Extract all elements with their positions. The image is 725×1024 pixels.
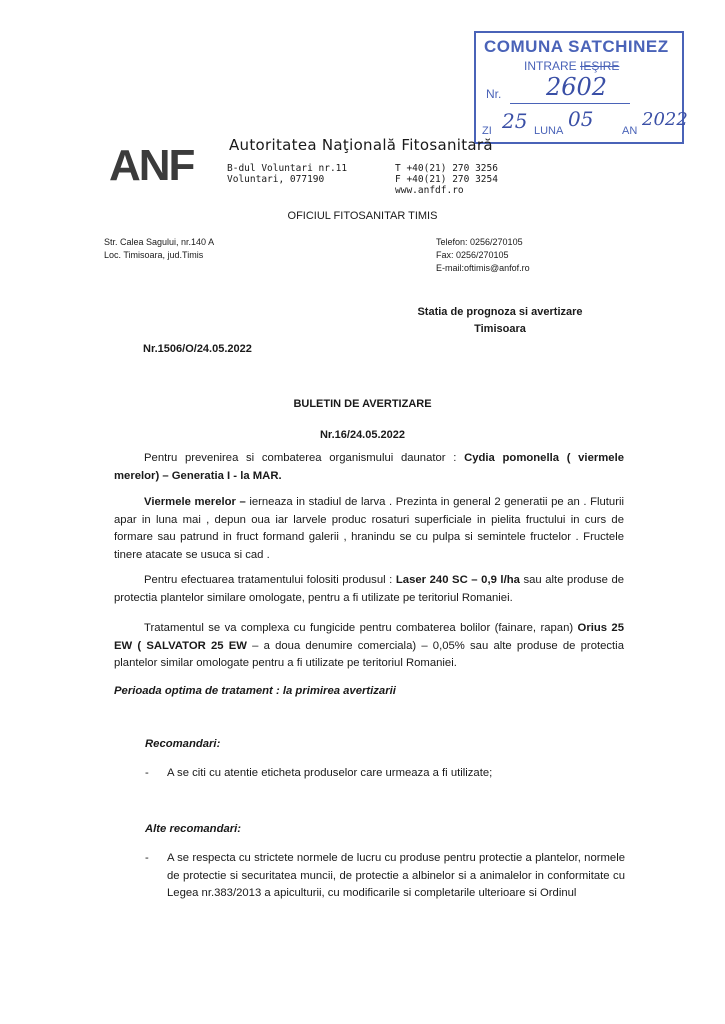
paragraph-treatment <box>114 572 624 607</box>
office-city: Loc. Timisoara, jud.Timis <box>104 250 204 260</box>
p1-text: Pentru prevenirea si combaterea organismului daunator : <box>144 452 465 464</box>
document-number: Nr.1506/O/24.05.2022 <box>143 343 252 355</box>
station-line-2: Timisoara <box>474 323 526 335</box>
station-line-1: Statia de prognoza si avertizare <box>417 306 583 318</box>
recomandari-item <box>145 765 625 783</box>
p2-bold: Viermele merelor – <box>144 496 246 508</box>
office-contact <box>436 236 530 275</box>
recomandari-title: Recomandari: <box>145 738 221 750</box>
stamp-intrare: INTRARE <box>524 59 577 73</box>
agency-contact <box>395 163 498 196</box>
alte-title: Alte recomandari: <box>145 823 242 835</box>
stamp-iesire: IEŞIRE <box>580 59 620 73</box>
stamp-direction <box>524 59 619 73</box>
paragraph-description <box>114 494 624 564</box>
bulletin-title: BULETIN DE AVERTIZARE <box>293 398 432 410</box>
agency-address <box>227 163 347 185</box>
stamp-nr-label: Nr. <box>486 87 502 101</box>
p3-pre: Pentru efectuarea tratamentului folositi produsul : <box>144 574 396 586</box>
p4-pre: Tratamentul se va complexa cu fungicide pentru combaterea bolilor (fainare, rapan) <box>144 622 578 634</box>
bulletin-number: Nr.16/24.05.2022 <box>319 429 406 441</box>
recomandari-item-text: A se citi cu atentie eticheta produselor care urmeaza a fi utilizate; <box>167 767 493 779</box>
anf-logo <box>109 140 204 188</box>
stamp-luna-label: LUNA <box>534 125 564 137</box>
bullet-dash: - <box>145 852 149 864</box>
stamp-an-value: 2022 <box>642 109 688 130</box>
paragraph-fungicide <box>114 620 624 673</box>
stamp-nr-underline <box>510 103 630 104</box>
station-title <box>380 304 620 338</box>
office-title: OFICIUL FITOSANITAR TIMIS <box>287 210 438 222</box>
stamp-luna-value: 05 <box>568 107 594 131</box>
alte-item-text: A se respecta cu strictete normele de lucru cu produse pentru protectie a plantelor, normele de protectie si securitatea muncii, de protectie a albinelor si a animalelor in conformitate cu Legea nr.383/2013 a apiculturii, cu modificarile si completarile ulterioare si Ordinul <box>167 852 625 900</box>
office-telefon: Telefon: 0256/270105 <box>436 237 523 247</box>
paragraph-organism <box>114 450 624 485</box>
office-fax: Fax: 0256/270105 <box>436 250 509 260</box>
stamp-nr-value: 2602 <box>546 73 608 101</box>
agency-phone: T +40(21) 270 3256 <box>395 163 498 174</box>
address-line-2: Voluntari, 077190 <box>227 174 325 185</box>
registration-stamp <box>474 31 688 144</box>
stamp-an-label: AN <box>622 125 638 137</box>
office-email: E-mail:oftimis@anfof.ro <box>436 263 530 273</box>
agency-name: Autoritatea Naţională Fitosanitară <box>229 136 493 154</box>
p3-product: Laser 240 SC – 0,9 l/ha <box>395 574 520 586</box>
p3-post: sau alte produse de protectia plantelor similare omologate, pentru a fi utilizate pe teritoriul Romaniei. <box>114 574 625 604</box>
address-line-1: B-dul Voluntari nr.11 <box>227 163 348 174</box>
stamp-zi-value: 25 <box>502 109 528 133</box>
agency-web: www.anfdf.ro <box>395 185 464 196</box>
p4-product: Orius 25 EW ( SALVATOR 25 EW <box>114 622 625 652</box>
agency-fax: F +40(21) 270 3254 <box>395 174 498 185</box>
alte-item <box>145 850 625 903</box>
optimal-period: Perioada optima de tratament : la primirea avertizarii <box>114 685 396 697</box>
stamp-title: COMUNA SATCHINEZ <box>484 37 669 56</box>
office-street: Str. Calea Sagului, nr.140 A <box>104 237 215 247</box>
p2-text: ierneaza in stadiul de larva . Prezinta in general 2 generatii pe an . Fluturii apar in luna mai , depun oua iar larvele produc rosaturi superficiale in pielita fructului in curs de formare sau patrund in fruct formand galerii , hranindu se cu pulpa si semintele fructelor . Fructele tinere atacate se usuca si cad . <box>114 496 624 561</box>
office-address <box>104 236 214 262</box>
stamp-zi-label: ZI <box>482 125 492 137</box>
logo-text: ANF <box>109 141 194 188</box>
p4-post: – a doua denumire comerciala) – 0,05% sau alte produse de protectia plantelor similar omologate pentru a fi utilizate pe teritoriul Romaniei. <box>114 639 624 670</box>
bullet-dash: - <box>145 767 149 779</box>
p1-organism: Cydia pomonella ( viermele merelor) – Generatia I - la MAR. <box>114 452 625 482</box>
